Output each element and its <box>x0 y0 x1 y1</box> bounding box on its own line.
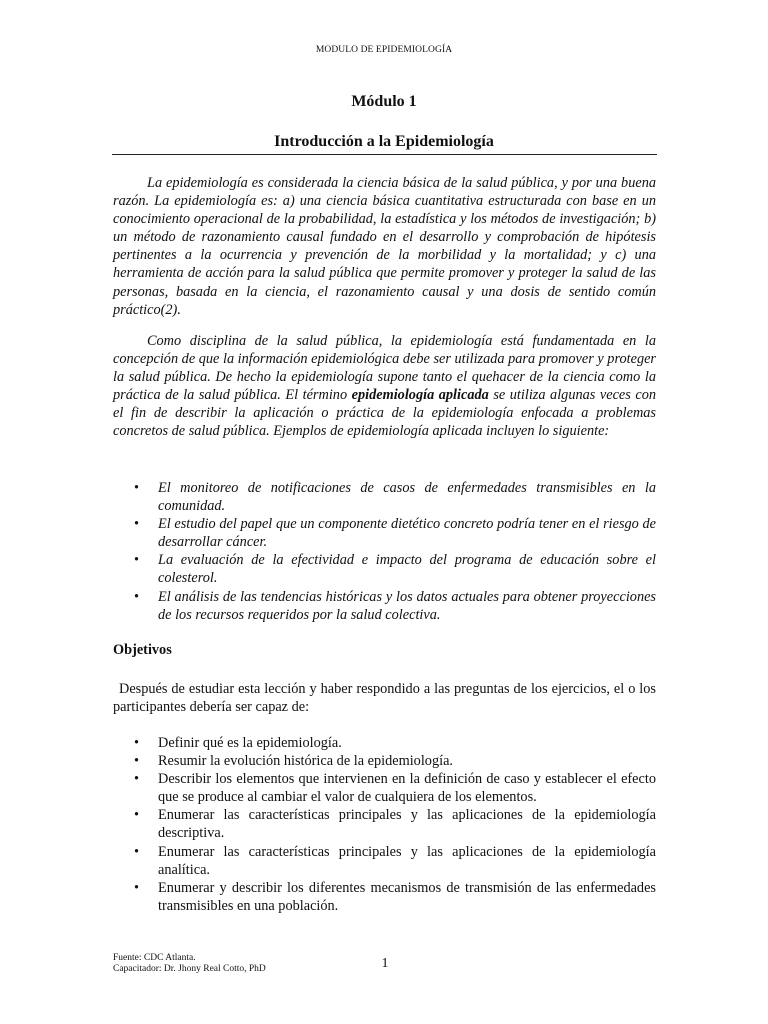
bullet-icon: • <box>134 552 140 569</box>
page-footer <box>113 953 266 975</box>
applied-text-after: se utiliza algunas veces con el fin de describir la aplicación o práctica de la epidemiología enfocada a problemas concretos de salud pública. Ejemplos de epidemiología aplicada incluyen lo siguiente: <box>113 387 656 440</box>
applied-term: epidemiología aplicada <box>351 387 489 404</box>
objectives-intro: Después de estudiar esta lección y haber respondido a las preguntas de los ejercicios, el o los participantes debería ser capaz de: <box>113 681 656 716</box>
footer-trainer: Capacitador: Dr. Jhony Real Cotto, PhD <box>113 964 266 974</box>
bullet-icon: • <box>134 807 140 824</box>
list-item: • El monitoreo de notificaciones de casos de enfermedades transmisibles en la comunidad. <box>134 480 656 515</box>
list-item: • El análisis de las tendencias históricas y los datos actuales para obtener proyecciones de los recursos requeridos por la salud colectiva. <box>134 588 656 623</box>
bullet-icon: • <box>134 771 140 788</box>
bullet-icon: • <box>134 879 140 896</box>
running-header: MODULO DE EPIDEMIOLOGÍA <box>315 45 453 55</box>
applied-epidemiology-paragraph <box>113 332 656 441</box>
list-item: • El estudio del papel que un componente dietético concreto podría tener en el riesgo de desarrollar cáncer. <box>134 516 656 551</box>
bullet-icon: • <box>134 480 140 496</box>
page-number: 1 <box>381 956 389 971</box>
list-item: • Definir qué es la epidemiología. <box>134 735 342 751</box>
examples-list <box>113 479 656 624</box>
list-item: • La evaluación de la efectividad e impacto del programa de educación sobre el colesterol. <box>134 552 656 587</box>
title-divider <box>112 154 657 155</box>
list-item: • Describir los elementos que intervienen en la definición de caso y establecer el efecto que se produce al cambiar el valor de cualquiera de los elementos. <box>134 771 656 806</box>
bullet-icon: • <box>134 735 140 751</box>
chapter-title: Introducción a la Epidemiología <box>274 133 494 150</box>
bullet-icon: • <box>134 588 140 605</box>
bullet-icon: • <box>134 753 140 770</box>
list-item: • Resumir la evolución histórica de la epidemiología. <box>134 753 453 770</box>
list-item: • Enumerar las características principales y las aplicaciones de la epidemiología descriptiva. <box>134 807 656 842</box>
module-title: Módulo 1 <box>351 93 417 110</box>
intro-paragraph: La epidemiología es considerada la ciencia básica de la salud pública, y por una buena razón. La epidemiología es: a) una ciencia básica cuantitativa estructurada con base en un conocimiento operacional de la probabilidad, la estadística y los métodos de investigación; b) un método de razonamiento causal fundado en el desarrollo y comprobación de hipótesis pertinentes a la ocurrencia y prevención de la morbilidad y la mortalidad; y c) una herramienta de acción para la salud pública que permite promover y proteger la salud de las personas, basada en la ciencia, el razonamiento causal y una dosis de sentido común práctico(2). <box>113 175 656 318</box>
bullet-icon: • <box>134 516 140 533</box>
applied-text-before: Como disciplina de la salud pública, la epidemiología está fundamentada en la concepción de que la información epidemiológica debe ser utilizada para promover y proteger la salud pública. De hecho la epidemiología supone tanto el quehacer de la ciencia como la práctica de la salud pública. El término <box>113 333 656 404</box>
list-item: • Enumerar y describir los diferentes mecanismos de transmisión de las enfermedades transmisibles en una población. <box>134 879 656 914</box>
footer-source: Fuente: CDC Atlanta. <box>113 953 196 963</box>
bullet-icon: • <box>134 843 140 860</box>
list-item: • Enumerar las características principales y las aplicaciones de la epidemiología analítica. <box>134 843 656 878</box>
objectives-list <box>113 734 656 915</box>
objectives-heading: Objetivos <box>113 642 172 658</box>
